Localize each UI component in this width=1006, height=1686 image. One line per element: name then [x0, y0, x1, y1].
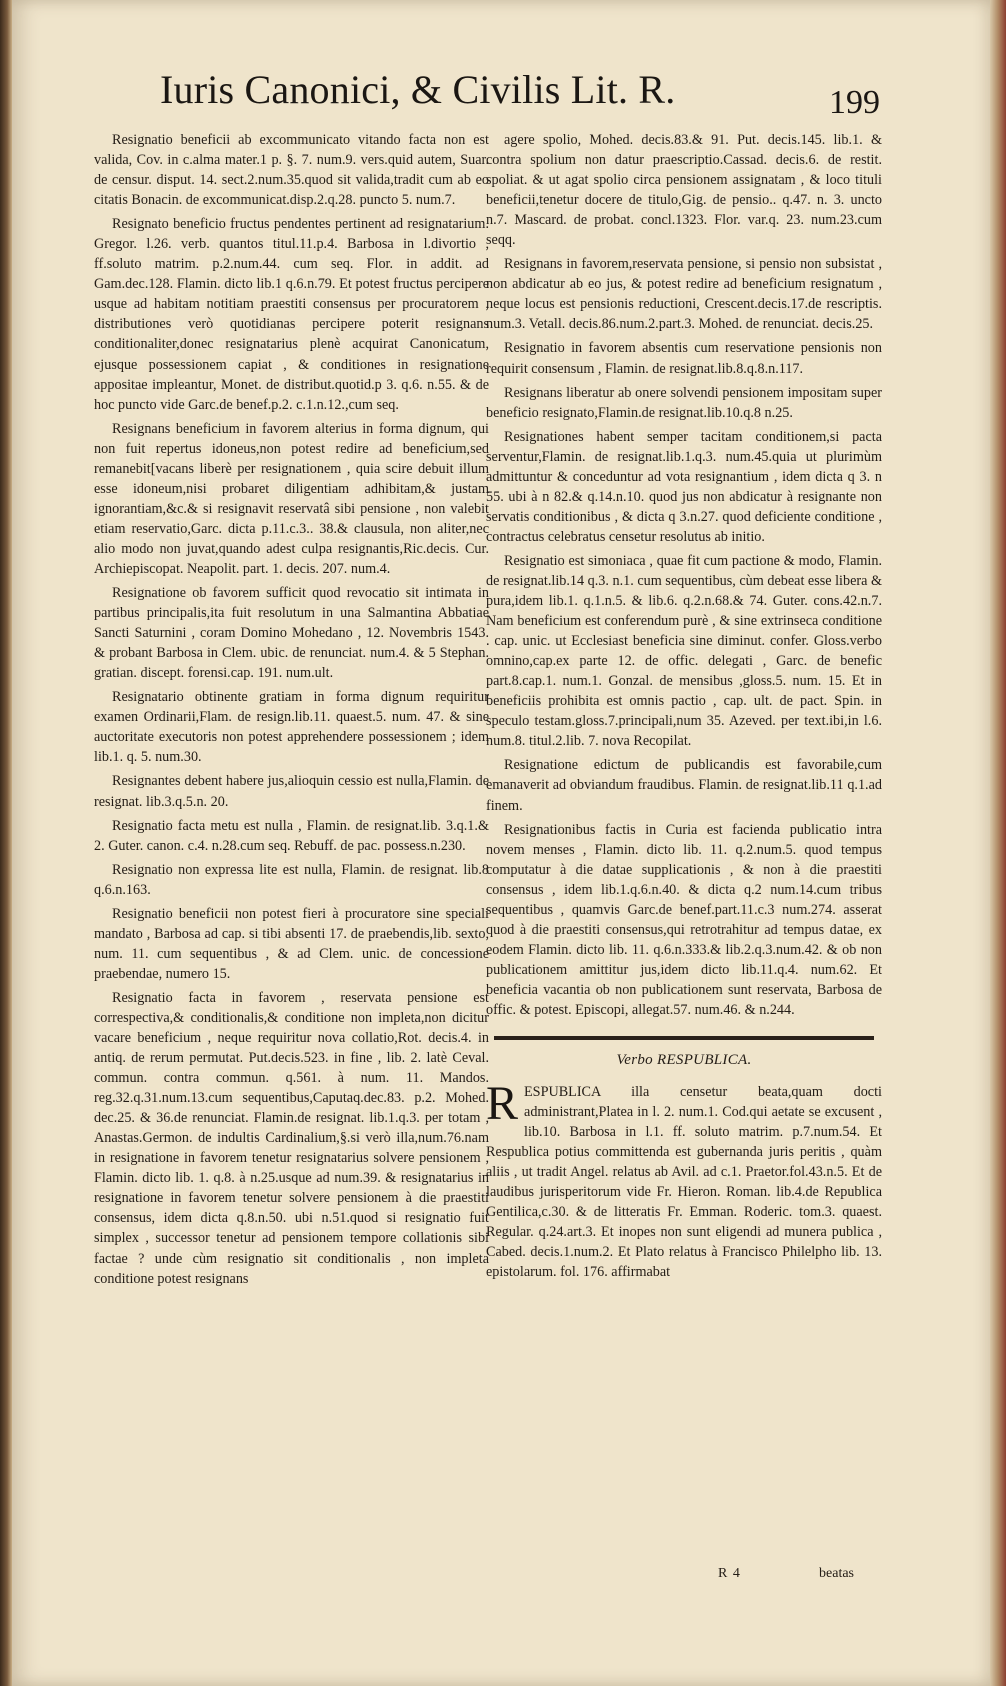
left-paragraph: Resignatio beneficii non potest fieri à procuratore sine speciali mandato , Barbosa ad cap. si tibi absenti 17. de praebendis,lib. sexto, num. 11. cum sequentibus , & ad Clem. unic. de concessione praebendae, numero 15.: [94, 905, 489, 982]
section-heading: Verbo RESPUBLICA.: [616, 1052, 752, 1069]
left-paragraph: Resignatio non expressa lite est nulla, Flamin. de resignat. lib.8 q.6.n.163.: [94, 861, 489, 898]
drop-cap: R: [486, 1077, 519, 1131]
right-column: [486, 130, 882, 1560]
page-edge: [990, 0, 1006, 1686]
book-gutter: [0, 0, 12, 1686]
running-head: Iuris Canonici, & Civilis Lit. R.: [160, 67, 676, 112]
section-divider: [494, 1036, 874, 1040]
respublica-text: ESPUBLICA illa censetur beata,quam docti administrant,Platea in l. 2. num.1. Cod.qui aetate se excusent , lib.10. Barbosa in l.1. ff. soluto matrim. p.7.num.54. Et Respublica potius committenda est gubernanda juris peritis , quàm aliis , ut tradit Angel. relatus ab Avil. ad c.1. Praetor.fol.43.n.5. Et de laudibus jurisperitorum vide Fr. Hieron. Roman. lib.4.de Republica Gentilica,c.30. & de litteratis Fr. Emman. Roderic. tom.3. quaest. Regular. q.24.art.3. Et inopes non sunt eligendi ad munera publica , Cabed. decis.1.num.2. Et Plato relatus à Francisco Philelpho lib. 13. epistolarum. fol. 176. affirmabat: [486, 1084, 882, 1281]
left-paragraph: Resignato beneficio fructus pendentes pertinent ad resignatarium. Gregor. l.26. verb. quantos titul.11.p.4. Barbosa in l.divortio , ff.soluto matrim. p.2.num.44. cum seq. Flor. in addit. ad Gam.dec.128. Flamin. dicto lib.1 q.6.n.79. Et potest fructus percipere usque ad habitam notitiam praestiti consensus per procuratorem , distributiones verò quotidianas percipere poterit resignans conditionaliter,donec resignatarius plenè acquirat Canonicatum, ejusque possessionem capiat , & conditiones in resignatione appositae impleantur, Monet. de distribut.quotid.p 3. q.6. n.55. & de hoc puncto vide Garc.de benef.p.2. c.1.n.12.,cum seq.: [94, 216, 489, 413]
left-paragraph: Resignatio facta in favorem , reservata pensione est correspectiva,& conditionalis,& conditione non impleta,non dicitur vacare beneficium , neque requiritur nova collatio,Rot. decis.4. in antiq. de rerum permutat. Put.decis.523. in fine , lib. 2. latè Ceval. commun. contra commun. q.561. à num. 11. Mandos. reg.32.q.31.num.13.cum sequentibus,Caputaq.dec.83. p.2. Mohed. dec.25. & 36.de renunciat. Flamin.de resignat. lib.1.q.3. per totam , Anastas.Germon. de indultis Cardinalium,§.si verò illa,num.76.nam in resignatione in favorem tenetur resignatarius solvere pensionem , Flamin. dicto lib. 1. q.8. à n.25.usque ad num.39. & resignatarius in resignatione in favorem tenetur solvere pensionem à die praestiti consensus, idem dicta q.8.n.50. ubi n.51.quod si resignatio fuit simplex , successor tenetur ad pensionem tempore collationis sibi factae ? unde cùm resignatio sit conditionalis , non impleta conditione potest resignans: [94, 989, 489, 1287]
left-paragraph: Resignatio facta metu est nulla , Flamin. de resignat.lib. 3.q.1.& 2. Guter. canon. c.4. n.28.cum seq. Rebuff. de pac. possess.n.230.: [94, 817, 489, 854]
left-paragraph: Resignatario obtinente gratiam in forma dignum requiritur examen Ordinarii,Flam. de resign.lib.11. quaest.5. num. 47. & sine auctoritate executoris non potest apprehendere possessionem ; idem lib.1. q. 5. num.30.: [94, 689, 489, 766]
respublica-paragraph: [486, 1077, 882, 1282]
right-paragraph: Resignatio est simoniaca , quae fit cum pactione & modo, Flamin. de resignat.lib.14 q.3. n.1. cum sequentibus, cùm debeat esse libera & pura,idem lib.1. q.1.n.5. & lib.6. q.2.n.68.& 74. Guter. cons.42.n.7. Nam beneficium est conferendum purè , & sine extrinseca conditione . cap. unic. ut Ecclesiast beneficia sine diminut. confer. Gloss.verbo omnino,cap.ex parte 12. de offic. delegati , Garc. de benefic part.8.cap.1. num.1. Gonzal. de mensibus ,gloss.5. num. 15. Et in beneficiis prohibita est omnis pactio , cap. ult. de pact. Spin. in speculo testam.gloss.7.principali,num 35. Azeved. per text.ibi,in l.6. num.8. titul.2.lib. 7. nova Recopilat.: [486, 552, 882, 750]
right-paragraph: agere spolio, Mohed. decis.83.& 91. Put. decis.145. lib.1. & contra spolium non datur praescriptio.Cassad. decis.6. de restit. spoliat. & ut agat spolio circa pensionem assignatam , & loco tituli beneficii,tenetur docere de titulo,Gig. de pensio.. q.47. n. 3. uncto n.7. Mascard. de probat. concl.1323. Flor. var.q. 23. num.23.cum seqq.: [486, 132, 882, 249]
left-paragraph: Resignans beneficium in favorem alterius in forma dignum, qui non fuit repertus idoneus,non potest redire ad beneficium,sed remanebit[vacans liberè per resignationem , quia scire debuit illum esse idoneum,nisi probaret diligentiam adhibitam,& justam ignorantiam,&c.& si resignavit reservatâ sibi pensione , non valebit etiam reservatio,Garc. dicta p.11.c.3.. 38.& clausula, non aliter,nec alio modo non juvat,quando adest culpa resignantis,Ric.decis. Cur. Archiepiscopat. Neapolit. part. 1. decis. 207. num.4.: [94, 420, 489, 577]
right-paragraph: Resignationes habent semper tacitam conditionem,si pacta serventur,Flamin. de resignat.lib.1.q.3. num.45.quia ut plurimùm admittuntur & conceduntur ad vota resignantium , idem dicta q 3. n 55. ubi à n 82.& q.14.n.10. quod jus non abdicatur à resignante non servatis conditionibus , & dicta q 3.n.27. quod deficiente conditione , contractus celebratus censetur resolutus ab initio.: [486, 428, 882, 545]
left-paragraph: Resignantes debent habere jus,alioquin cessio est nulla,Flamin. de resignat. lib.3.q.5.n. 20.: [94, 773, 489, 810]
left-column: [94, 130, 489, 1560]
page-number: 199: [829, 84, 880, 121]
right-paragraph: Resignationibus factis in Curia est facienda publicatio intra novem menses , Flamin. dicto lib. 11. q.2.num.5. quod tempus computatur à die datae supplicationis , & non à die praestiti consensus , idem lib.1.q.6.n.40. & dicta q.2 num.14.cum tribus sequentibus , quamvis Garc.de benef.part.11.c.3 num.274. asserat quod à die praestiti consensus,qui retrotrahitur ad tempus datae, ex eodem Flamin. dicto lib. 11. q.6.n.333.& lib.2.q.3.num.42. & ob non publicationem amittitur jus,idem dicto lib.11.q.4. num.62. Et beneficia vacantia ob non publicationem sunt reservata, Barbosa de offic. & potest. Episcopi, allegat.57. num.46. & n.244.: [486, 821, 882, 1018]
left-paragraph: Resignatione ob favorem sufficit quod revocatio sit intimata in partibus principalis,ita fuit resolutum in una Salmantina Abbatiae Sancti Saturnini , coram Domino Mohedano , 12. Novembris 1543. & probant Barbosa in Clem. ubic. de renunciat. num.4. & 5 Stephan. gratian. discept. forensi.cap. 191. num.ult.: [94, 585, 489, 682]
right-paragraph: Resignatio in favorem absentis cum reservatione pensionis non requirit consensum , Flamin. de resignat.lib.8.q.8.n.117.: [486, 340, 882, 377]
signature-mark: R 4: [718, 1566, 741, 1581]
right-paragraph: Resignans in favorem,reservata pensione, si pensio non subsistat , non abdicatur ab eo jus, & potest redire ad beneficium resignatum , neque locus est pensionis reductioni, Crescent.decis.17.de rescriptis. num.3. Vetall. decis.86.num.2.part.3. Mohed. de renunciat. decis.25.: [486, 256, 882, 333]
right-paragraph: Resignans liberatur ab onere solvendi pensionem impositam super beneficio resignato,Flamin.de resignat.lib.10.q.8 n.25.: [486, 384, 882, 421]
right-paragraph: Resignatione edictum de publicandis est favorabile,cum emanaverit ad obviandum fraudibus. Flamin. de resignat.lib.11 q.1.ad finem.: [486, 757, 882, 814]
left-paragraph: Resignatio beneficii ab excommunicato vitando facta non est valida, Cov. in c.alma mater.1 p. §. 7. num.9. vers.quid autem, Suar. de censur. disput. 14. sect.2.num.35.quod sit valida,tradit cum ab eo citatis Bonacin. de excommunicat.disp.2.q.28. puncto 5. num.7.: [94, 132, 489, 209]
book-page: [12, 0, 990, 1686]
catchword: beatas: [819, 1566, 854, 1581]
page-header: [160, 66, 880, 130]
